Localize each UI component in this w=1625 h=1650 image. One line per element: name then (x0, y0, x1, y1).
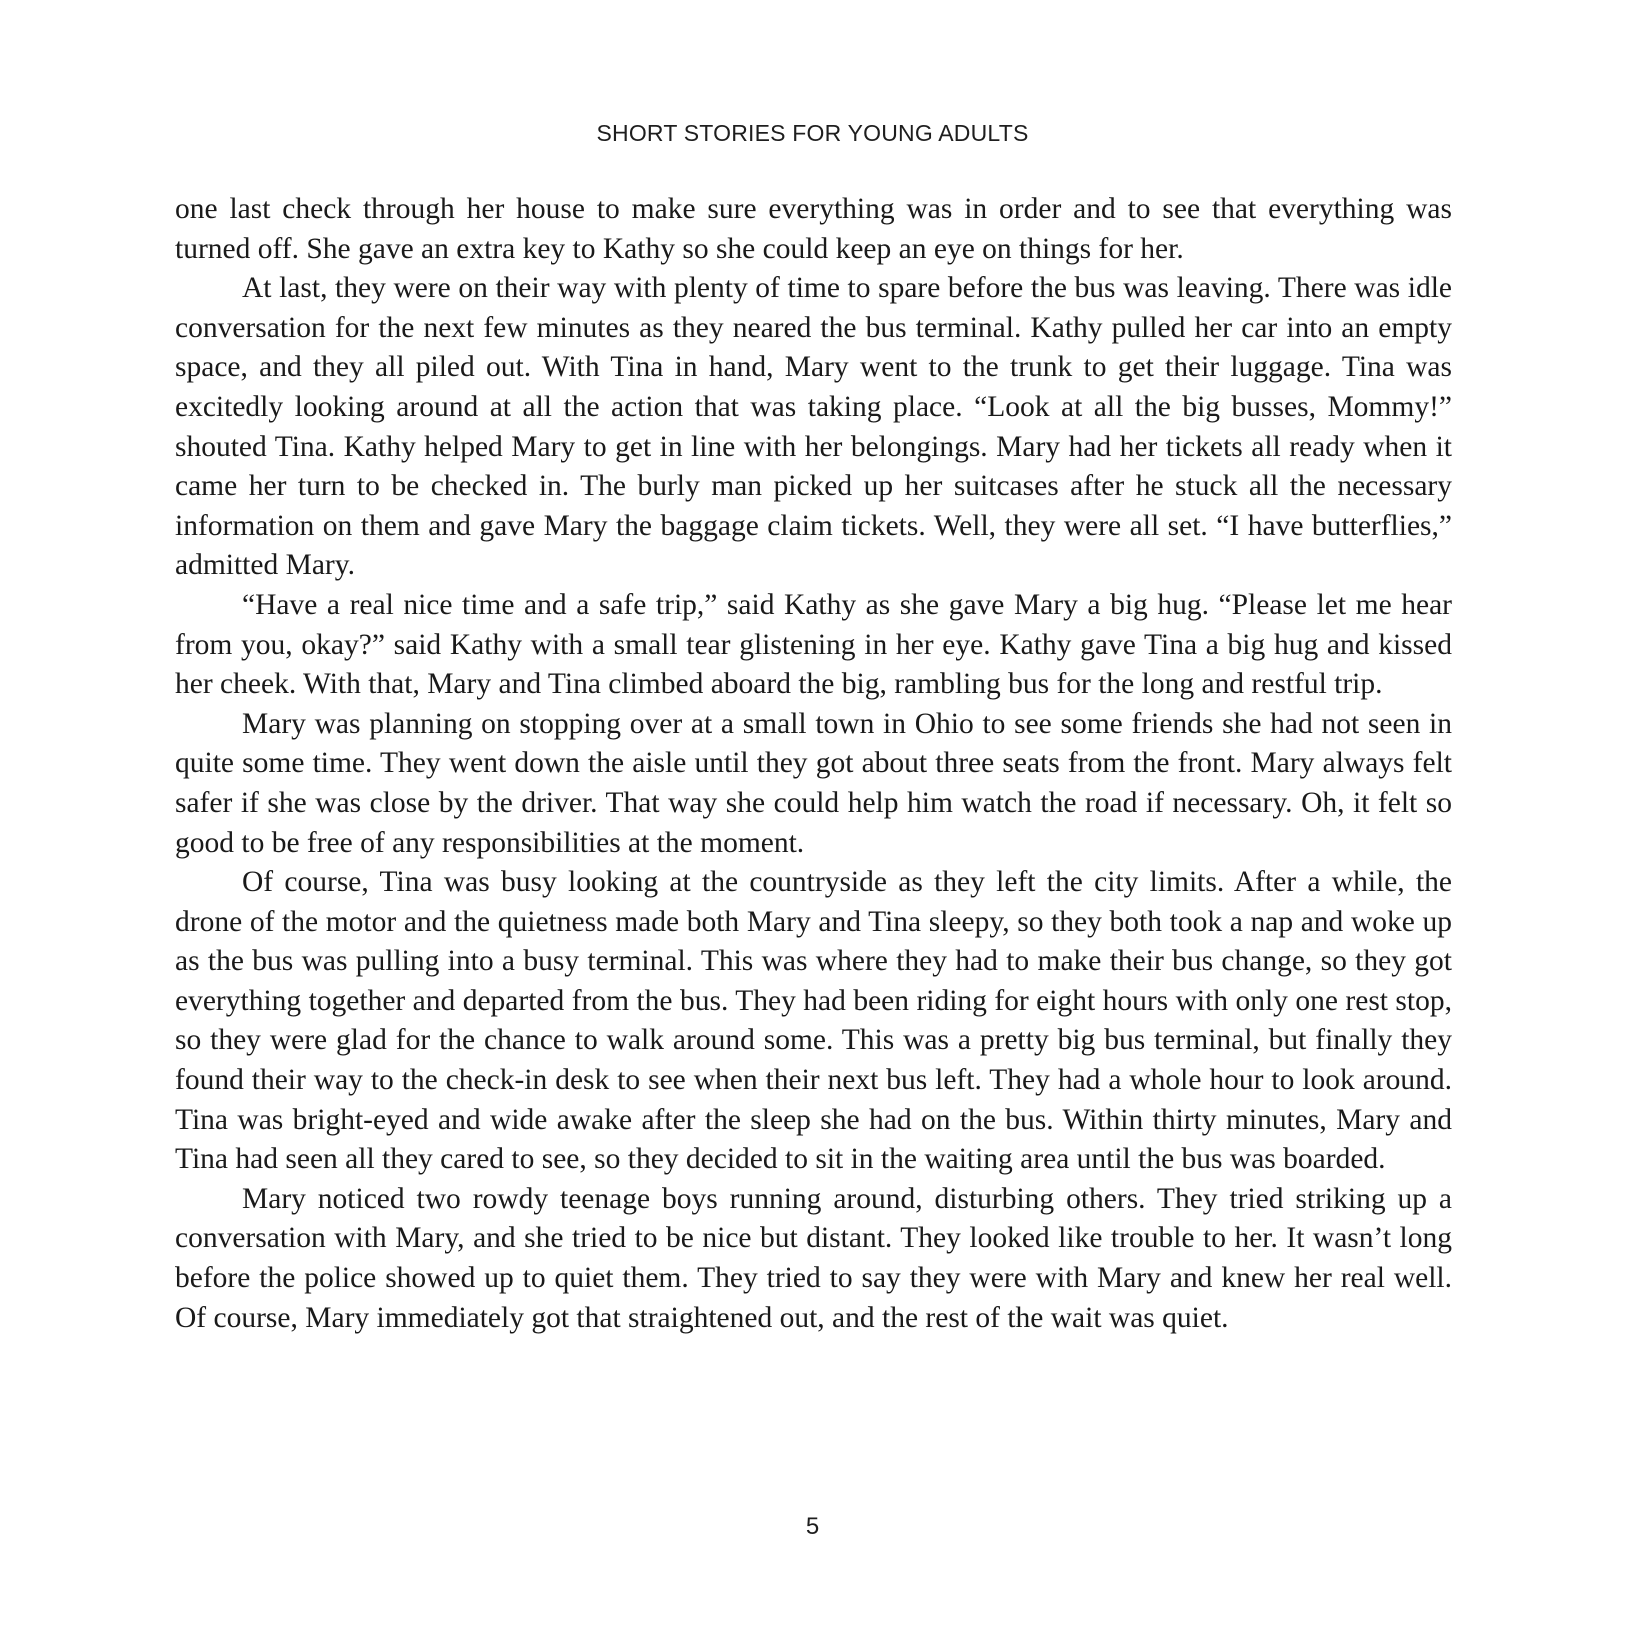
paragraph: At last, they were on their way with plenty of time to spare before the bus was leaving. There was idle conversation for the next few minutes as they neared the bus terminal. Kathy pulled her car into an empty space, and they all piled out. With Tina in hand, Mary went to the trunk to get their luggage. Tina was excitedly looking around at all the action that was taking place. “Look at all the big busses, Mommy!” shouted Tina. Kathy helped Mary to get in line with her belongings. Mary had her tickets all ready when it came her turn to be checked in. The burly man picked up her suitcases after he stuck all the necessary information on them and gave Mary the baggage claim tickets. Well, they were all set. “I have butterflies,” admitted Mary. (175, 272, 1452, 582)
paragraph: Mary noticed two rowdy teenage boys running around, disturbing others. They tried striking up a conversation with Mary, and she tried to be nice but distant. They looked like trouble to her. It wasn’t long before the police showed up to quiet them. They tried to say they were with Mary and knew her real well. Of course, Mary immediately got that straightened out, and the rest of the wait was quiet. (175, 1182, 1452, 1334)
running-header: SHORT STORIES FOR YOUNG ADULTS (596, 120, 1029, 146)
paragraph-continued: one last check through her house to make sure everything was in order and to see that everything was turned off. She gave an extra key to Kathy so she could keep an eye on things for her. (175, 193, 1452, 265)
page-number: 5 (805, 1513, 820, 1540)
paragraph: “Have a real nice time and a safe trip,” said Kathy as she gave Mary a big hug. “Please let me hear from you, okay?” said Kathy with a small tear glistening in her eye. Kathy gave Tina a big hug and kissed her cheek. With that, Mary and Tina climbed aboard the big, rambling bus for the long and restful trip. (175, 588, 1452, 701)
paragraph: Mary was planning on stopping over at a small town in Ohio to see some friends she had not seen in quite some time. They went down the aisle until they got about three seats from the front. Mary always felt safer if she was close by the driver. That way she could help him watch the road if necessary. Oh, it felt so good to be free of any responsibilities at the moment. (175, 707, 1452, 859)
body-text (175, 190, 1452, 1338)
paragraph: Of course, Tina was busy looking at the countryside as they left the city limits. After a while, the drone of the motor and the quietness made both Mary and Tina sleepy, so they both took a nap and woke up as the bus was pulling into a busy terminal. This was where they had to make their bus change, so they got everything together and departed from the bus. They had been riding for eight hours with only one rest stop, so they were glad for the chance to walk around some. This was a pretty big bus terminal, but finally they found their way to the check-in desk to see when their next bus left. They had a whole hour to look around. Tina was bright-eyed and wide awake after the sleep she had on the bus. Within thirty minutes, Mary and Tina had seen all they cared to see, so they decided to sit in the waiting area until the bus was boarded. (175, 866, 1452, 1176)
